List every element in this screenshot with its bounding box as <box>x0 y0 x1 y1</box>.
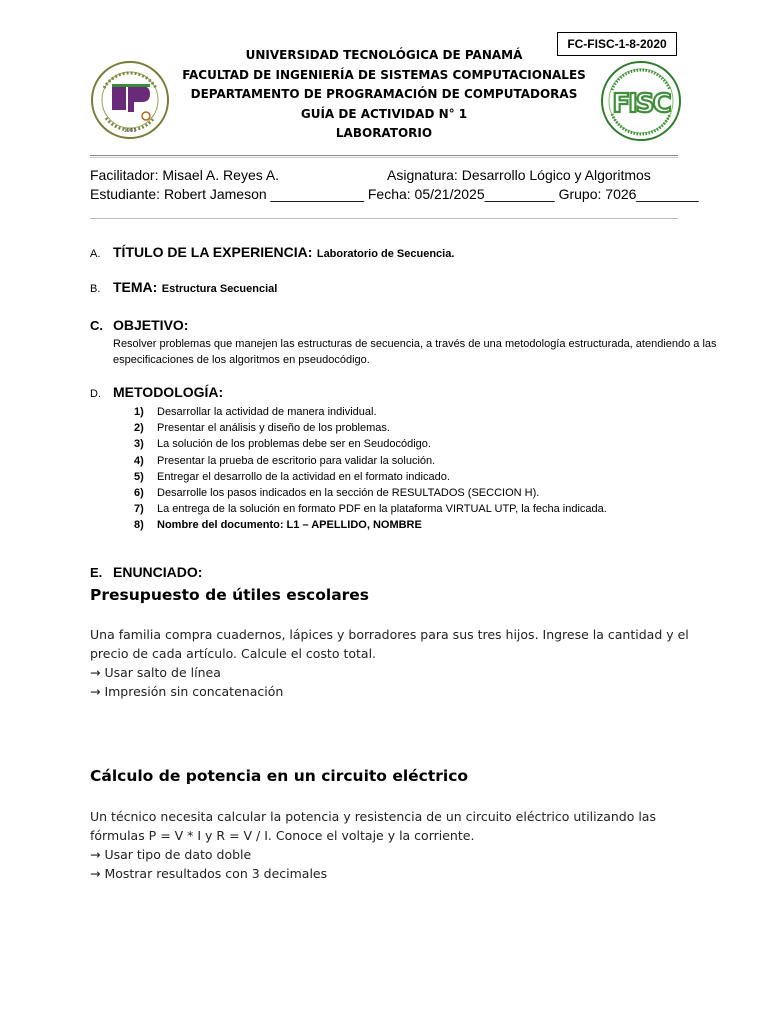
step-text: Presentar el análisis y diseño de los problemas. <box>157 422 390 435</box>
step-number: 1) <box>134 406 144 418</box>
section-a-letter: A. <box>90 248 101 260</box>
list-item <box>134 404 607 420</box>
institution-header <box>150 46 618 144</box>
objective-line-1: Resolver problemas que manejen las estructuras de secuencia, a través de una metodología estructurada, atendiendo a las <box>113 338 717 350</box>
section-e-letter: E. <box>90 565 103 580</box>
university-name: UNIVERSIDAD TECNOLÓGICA DE PANAMÁ <box>245 48 523 62</box>
step-text: Desarrollar la actividad de manera individual. <box>157 406 377 418</box>
department-name: DEPARTAMENTO DE PROGRAMACIÓN DE COMPUTADORAS <box>190 87 578 101</box>
info-divider <box>90 218 678 219</box>
section-c-heading: OBJETIVO: <box>113 317 189 333</box>
problem-2-line: Un técnico necesita calcular la potencia y resistencia de un circuito eléctrico utilizando las <box>90 809 656 824</box>
document-code: FC-FISC-1-8-2020 <box>557 32 677 56</box>
problem-1-line: Una familia compra cuadernos, lápices y borradores para sus tres hijos. Ingrese la cantidad y el <box>90 627 689 642</box>
problem-2-line: → Mostrar resultados con 3 decimales <box>90 866 328 881</box>
list-item <box>134 420 607 436</box>
section-a-value: Laboratorio de Secuencia. <box>316 248 455 260</box>
problem-1-body <box>90 625 690 701</box>
facilitator-line: Facilitador: Misael A. Reyes A. <box>90 167 280 183</box>
guide-number: GUÍA DE ACTIVIDAD N° 1 <box>300 106 468 121</box>
step-number: 3) <box>134 438 144 451</box>
section-d-heading: METODOLOGÍA: <box>113 384 224 400</box>
section-c-letter: C. <box>90 318 103 333</box>
problem-1-line: → Usar salto de línea <box>90 665 221 680</box>
utp-logo-year: 1981 <box>123 128 137 134</box>
step-number: 2) <box>134 422 144 435</box>
step-number: 7) <box>134 503 144 516</box>
faculty-name: FACULTAD DE INGENIERÍA DE SISTEMAS COMPUTACIONALES <box>182 67 586 82</box>
list-item <box>134 485 607 501</box>
list-item <box>134 469 607 485</box>
header-divider <box>90 155 678 158</box>
section-d <box>90 384 223 402</box>
student-line: Estudiante: Robert Jameson ____________ Fecha: 05/21/2025_________ Grupo: 7026________ <box>90 186 699 202</box>
problem-1-line: precio de cada artículo. Calcule el costo total. <box>90 646 377 661</box>
section-b-heading: TEMA: <box>113 279 158 295</box>
step-text: La solución de los problemas debe ser en Seudocódigo. <box>157 438 431 451</box>
problem-2-title: Cálculo de potencia en un circuito eléctrico <box>90 767 469 785</box>
step-number: 4) <box>134 454 144 467</box>
section-b <box>90 279 277 297</box>
problem-1-line: → Impresión sin concatenación <box>90 684 284 699</box>
list-item <box>134 501 607 517</box>
step-text: Nombre del documento: L1 – APELLIDO, NOMBRE <box>157 519 422 532</box>
problem-1-title: Presupuesto de útiles escolares <box>90 586 370 604</box>
objective-line-2: especificaciones de los algoritmos en pseudocódigo. <box>113 354 370 366</box>
problem-2-line: fórmulas P = V * I y R = V / I. Conoce el voltaje y la corriente. <box>90 828 475 843</box>
section-c <box>90 317 188 335</box>
section-b-letter: B. <box>90 283 101 295</box>
section-a <box>90 244 454 262</box>
step-text: Presentar la prueba de escritorio para validar la solución. <box>157 454 436 467</box>
step-text: Entregar el desarrollo de la actividad en el formato indicado. <box>157 470 450 483</box>
section-e-heading: ENUNCIADO: <box>113 564 203 580</box>
fisc-logo-text: FISC <box>612 89 670 119</box>
section-e <box>90 564 202 582</box>
section-b-value: Estructura Secuencial <box>161 283 278 295</box>
subject-line: Asignatura: Desarrollo Lógico y Algoritmos <box>387 167 651 183</box>
methodology-list <box>134 404 607 534</box>
section-a-heading: TÍTULO DE LA EXPERIENCIA: <box>113 244 313 260</box>
step-number: 6) <box>134 486 144 499</box>
section-d-letter: D. <box>90 388 101 400</box>
step-text: La entrega de la solución en formato PDF en la plataforma VIRTUAL UTP, la fecha indicada. <box>157 503 607 516</box>
list-item <box>134 436 607 452</box>
guide-type: LABORATORIO <box>335 126 433 140</box>
list-item <box>134 517 607 533</box>
list-item <box>134 453 607 469</box>
problem-2-line: → Usar tipo de dato doble <box>90 847 252 862</box>
step-number: 8) <box>134 519 144 532</box>
step-number: 5) <box>134 470 144 483</box>
step-text: Desarrolle los pasos indicados en la sección de RESULTADOS (SECCION H). <box>157 486 540 499</box>
objective-text <box>113 336 717 368</box>
problem-2-body <box>90 807 690 883</box>
